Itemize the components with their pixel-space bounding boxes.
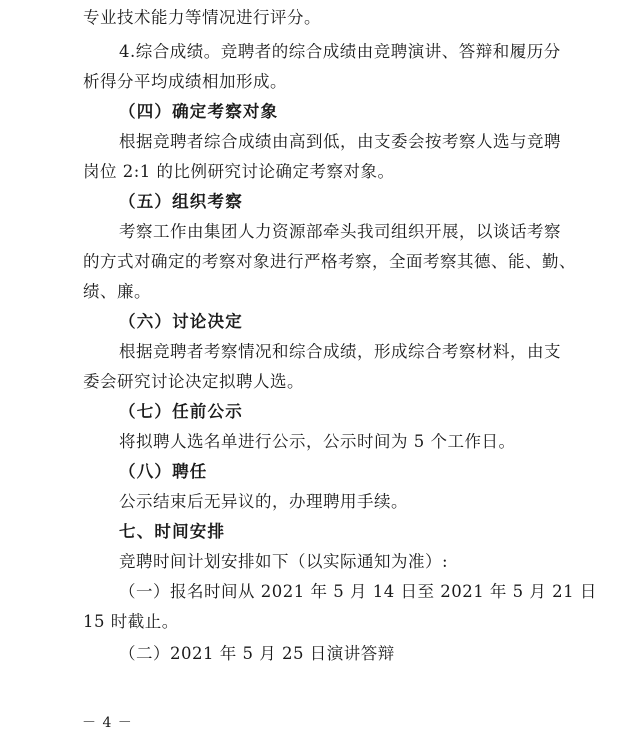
paragraph-line: 竞聘时间计划安排如下（以实际通知为准）: <box>119 552 449 571</box>
paragraph-line: 4.综合成绩。竞聘者的综合成绩由竞聘演讲、答辩和履历分 <box>119 42 561 61</box>
paragraph-line: 岗位 2:1 的比例研究讨论确定考察对象。 <box>83 162 395 181</box>
section-heading: （四）确定考察对象 <box>119 102 279 121</box>
paragraph-line: 委会研究讨论决定拟聘人选。 <box>83 372 304 391</box>
paragraph-line: （一）报名时间从 2021 年 5 月 14 日至 2021 年 5 月 21 日 <box>119 582 597 601</box>
section-heading: （五）组织考察 <box>119 192 243 211</box>
paragraph-line: 析得分平均成绩相加形成。 <box>83 72 287 91</box>
section-heading: （八）聘任 <box>119 462 208 481</box>
paragraph-line: 的方式对确定的考察对象进行严格考察，全面考察其德、能、勤、 <box>83 252 576 271</box>
paragraph-line: （二）2021 年 5 月 25 日演讲答辩 <box>119 644 395 663</box>
paragraph-line: 考察工作由集团人力资源部牵头我司组织开展，以谈话考察 <box>119 222 561 241</box>
paragraph-line: 15 时截止。 <box>83 612 179 631</box>
section-heading: （六）讨论决定 <box>119 312 243 331</box>
paragraph-line: 根据竞聘者考察情况和综合成绩，形成综合考察材料，由支 <box>119 342 561 361</box>
paragraph-line: 绩、廉。 <box>83 282 151 301</box>
paragraph-line: 公示结束后无异议的，办理聘用手续。 <box>119 492 408 511</box>
paragraph-line: 根据竞聘者综合成绩由高到低，由支委会按考察人选与竞聘 <box>119 132 561 151</box>
section-heading: （七）任前公示 <box>119 402 243 421</box>
page-number: － 4 － <box>82 715 133 731</box>
paragraph-line: 专业技术能力等情况进行评分。 <box>83 8 321 27</box>
paragraph-line: 将拟聘人选名单进行公示，公示时间为 5 个工作日。 <box>119 432 516 451</box>
chapter-heading: 七、时间安排 <box>119 522 226 541</box>
